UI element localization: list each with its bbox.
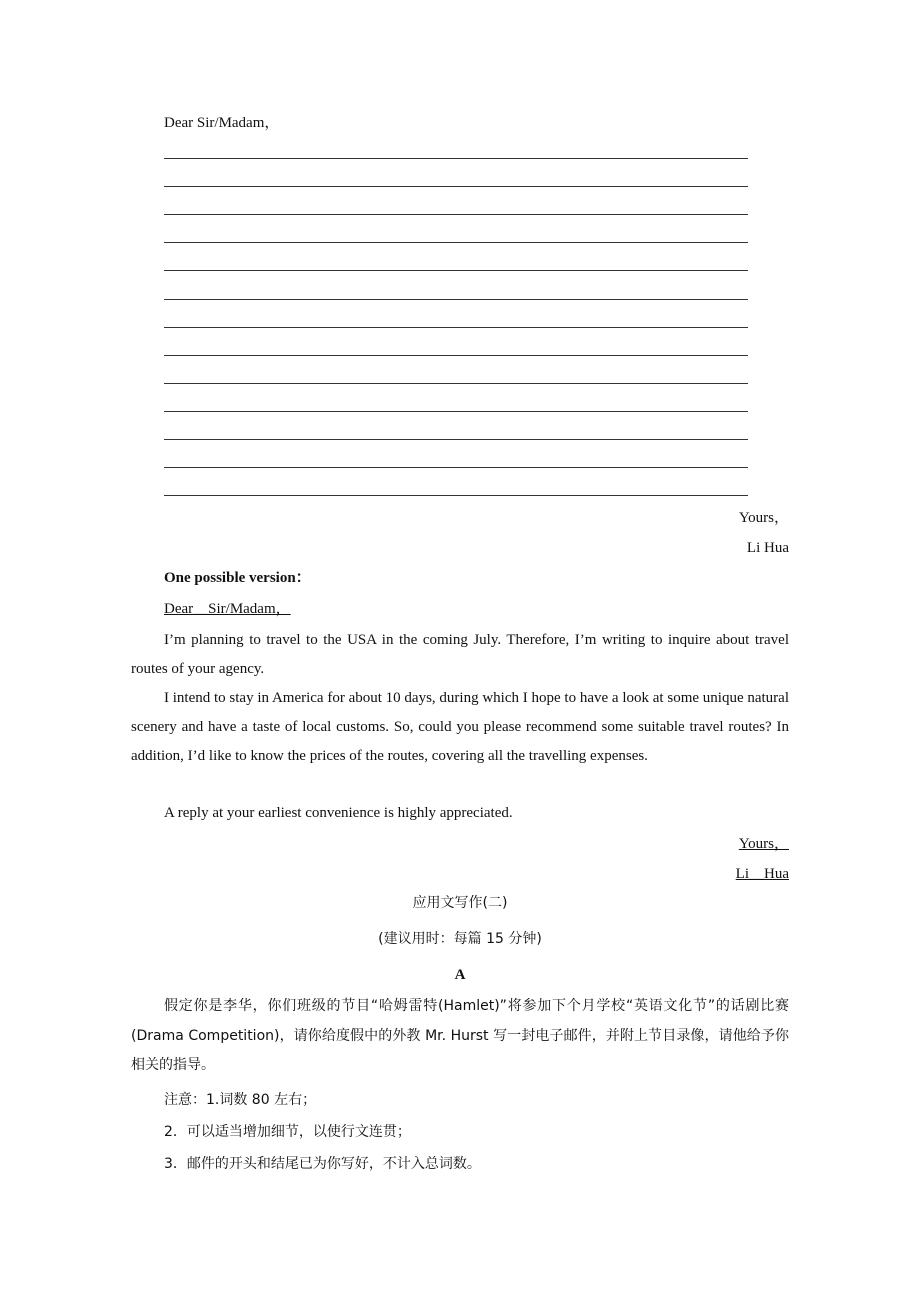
writing-line — [164, 467, 748, 468]
writing-line — [164, 299, 748, 300]
writing-line — [164, 158, 748, 159]
template-signature: Li Hua — [746, 540, 789, 556]
writing-line — [164, 355, 748, 356]
sample-paragraph-1: I’m planning to travel to the USA in the coming July. Therefore, I’m writing to inquire about travel routes of your agency. — [131, 632, 789, 677]
sample-closing: Yours， — [738, 836, 789, 852]
sample-salutation: Dear__Sir/Madam， — [164, 601, 291, 617]
writing-line — [164, 242, 748, 243]
template-salutation: Dear Sir/Madam， — [164, 115, 280, 131]
sample-paragraph-3: A reply at your earliest convenience is highly appreciated. — [164, 805, 513, 821]
writing-line — [164, 439, 748, 440]
part-label: A — [454, 967, 466, 983]
section-subtitle: (建议用时：每篇 15 分钟) — [378, 931, 542, 947]
writing-line — [164, 495, 748, 496]
prompt-text: 假定你是李华，你们班级的节目“哈姆雷特(Hamlet)”将参加下个月学校“英语文化节”的话剧比赛(Drama Competition)，请你给度假中的外教 Mr. Hurst 写一封电子邮件，并附上节目录像，请他给予你相关的指导。 — [131, 998, 789, 1073]
writing-line — [164, 411, 748, 412]
section-title: 应用文写作(二) — [412, 895, 508, 911]
note-1: 注意：1.词数 80 左右； — [164, 1092, 317, 1108]
writing-line — [164, 327, 748, 328]
writing-line — [164, 214, 748, 215]
sample-paragraph-2: I intend to stay in America for about 10 days, during which I hope to have a look at some unique natural scenery and have a taste of local customs. So, could you please recommend some suitable travel routes? In addition, I’d like to know the prices of the routes, covering all the travelling expenses. — [131, 690, 789, 764]
writing-line — [164, 383, 748, 384]
writing-line — [164, 270, 748, 271]
note-2: 2．可以适当增加细节，以使行文连贯； — [164, 1124, 411, 1140]
sample-signature: Li__Hua — [735, 866, 789, 882]
template-closing: Yours， — [738, 510, 789, 526]
sample-heading: One possible version： — [164, 570, 311, 586]
note-3: 3．邮件的开头和结尾已为你写好，不计入总词数。 — [164, 1156, 481, 1172]
writing-line — [164, 186, 748, 187]
